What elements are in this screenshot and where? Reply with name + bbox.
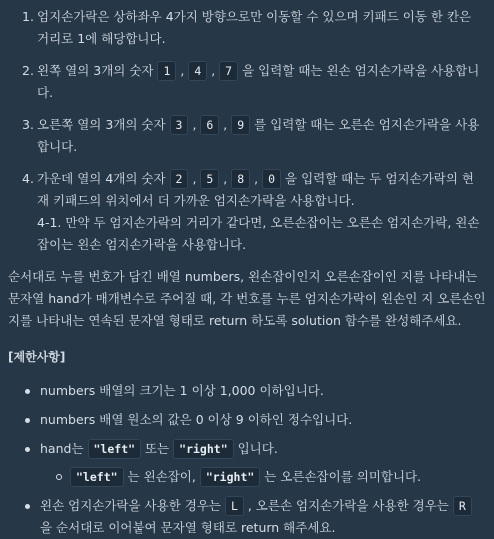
constraint-item: numbers 배열의 크기는 1 이상 1,000 이하입니다. (40, 380, 484, 402)
constraint-item: numbers 배열 원소의 값은 0 이상 9 이하인 정수입니다. (40, 409, 484, 431)
inline-code: 4 (188, 61, 207, 81)
inline-code: "right" (173, 439, 233, 459)
rules-list (0, 6, 494, 256)
rule-item-3: 3. 오른쪽 열의 3개의 숫자 3 , 6 , 9 를 입력할 때는 오른손 엄지손가락을 사용합니다. (37, 114, 494, 158)
constraint-text: 또는 (141, 441, 174, 456)
inline-code: "left" (70, 467, 124, 487)
rule-text: 오른쪽 열의 3개의 숫자 (37, 117, 170, 132)
inline-code: "right" (200, 467, 260, 487)
inline-code: 0 (262, 169, 281, 189)
rule-subtext: 4-1. 만약 두 엄지손가락의 거리가 같다면, 오른손잡이는 오른손 엄지손가락, 왼손잡이는 왼손 엄지손가락을 사용합니다. (37, 215, 480, 252)
inline-code: "left" (88, 439, 142, 459)
inline-code: 2 (170, 169, 189, 189)
rule-text: 가운데 열의 4개의 숫자 (37, 171, 170, 186)
inline-code: 3 (170, 115, 189, 135)
inline-code: 1 (157, 61, 176, 81)
constraint-text: 입니다. (233, 441, 278, 456)
rule-item-1 (22, 6, 494, 50)
rule-item-2: 2. 왼쪽 열의 3개의 숫자 1 , 4 , 7 을 입력할 때는 왼손 엄지손가락을 사용합니다. (37, 60, 494, 104)
inline-code: R (453, 496, 472, 516)
inline-code: 5 (200, 169, 219, 189)
constraint-item (40, 495, 484, 539)
inline-code: 7 (219, 61, 238, 81)
constraints-heading: [제한사항] (8, 350, 66, 364)
inline-code: 9 (231, 115, 250, 135)
inline-code: 6 (200, 115, 219, 135)
rule-text: 엄지손가락은 상하좌우 4가지 방향으로만 이동할 수 있으며 키패드 이동 한 칸은 거리로 1에 해당합니다. (37, 9, 472, 46)
rule-number: 1. (22, 9, 34, 24)
constraint-text: 는 오른손잡이를 의미합니다. (260, 469, 422, 484)
rule-text: 왼쪽 열의 3개의 숫자 (37, 63, 158, 78)
constraint-item (40, 438, 484, 488)
inline-code: L (225, 496, 244, 516)
rule-number: 3. (22, 117, 34, 132)
constraint-text: 는 왼손잡이, (123, 469, 200, 484)
constraint-sublist (40, 466, 484, 488)
problem-description: 순서대로 누를 번호가 담긴 배열 numbers, 왼손잡이인지 오른손잡이인 지를 나타내는 문자열 hand가 매개변수로 주어질 때, 각 번호를 누른 엄지손가락이 왼손인 지 오른손인 지를 나타내는 연속된 문자열 형태로 return 하도록 solution 함수를 완성해주세요. (8, 269, 486, 328)
rule-text: 를 입력할 때는 오른손 엄지손가락을 사용합니다. (37, 117, 480, 154)
constraint-text: 을 순서대로 이어붙여 문자열 형태로 return 해주세요. (40, 520, 336, 535)
rule-item-4: 4. 가운데 열의 4개의 숫자 2 , 5 , 8 , 0 을 입력할 때는 두 엄지손가락의 현재 키패드의 위치에서 더 가까운 엄지손가락을 사용합니다. 4-1. 만약 두 엄지손가락의 거리가 같다면, 오른손잡이는 오른손 엄지손가락, 왼손잡이는 왼손 엄지손가락을 사용합니다. (37, 168, 494, 256)
constraint-text: , 오른손 엄지손가락을 사용한 경우는 (243, 498, 453, 513)
constraints-list (0, 380, 494, 539)
rule-number: 2. (22, 63, 34, 78)
rule-number: 4. (22, 171, 34, 186)
constraint-text: hand는 (40, 441, 88, 456)
constraint-subitem (70, 466, 484, 488)
rule-text: 을 입력할 때는 두 엄지손가락의 현재 키패드의 위치에서 더 가까운 엄지손가락을 사용합니다. (37, 171, 474, 208)
rule-text: 을 입력할 때는 왼손 엄지손가락을 사용합니다. (37, 63, 480, 100)
constraint-text: 왼손 엄지손가락을 사용한 경우는 (40, 498, 225, 513)
inline-code: 8 (231, 169, 250, 189)
